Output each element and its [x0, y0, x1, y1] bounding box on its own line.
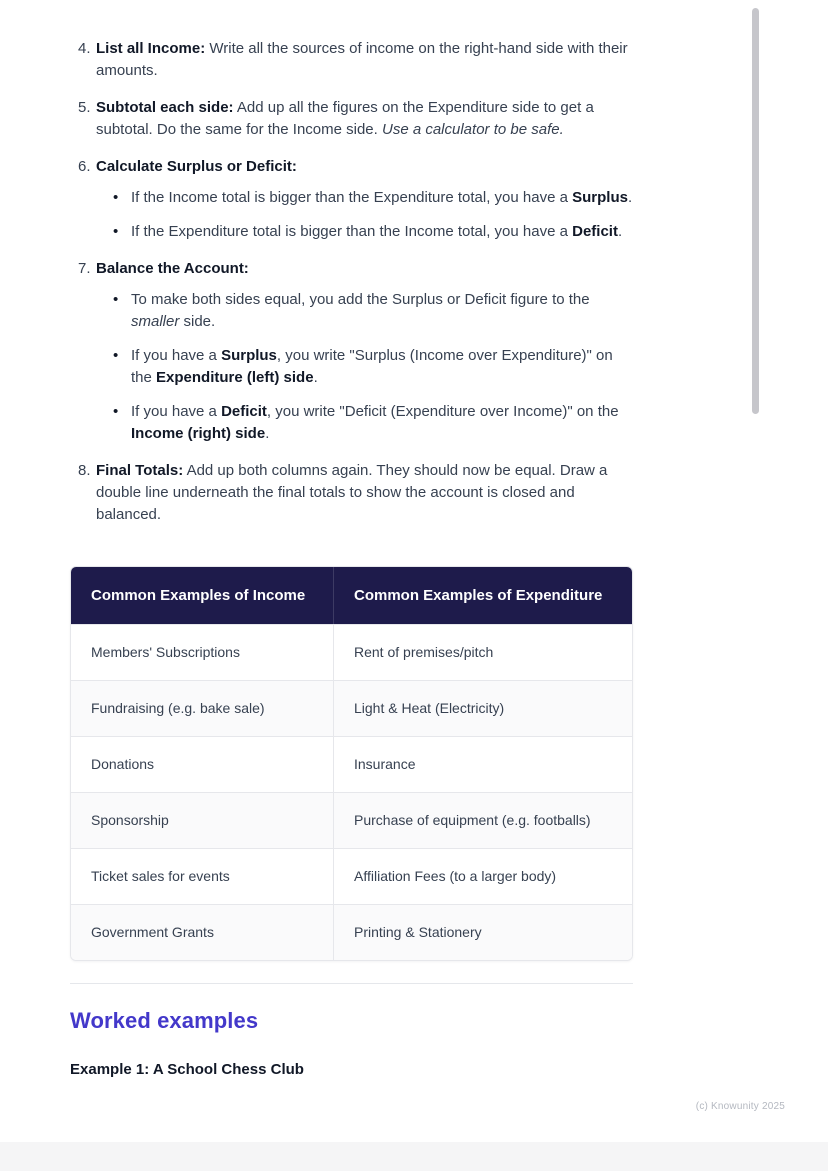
list-item-6 [70, 156, 633, 243]
sub-bullet-list [96, 187, 633, 243]
table-row [71, 848, 632, 904]
cell-income: Donations [91, 756, 155, 772]
bullet-item [96, 401, 633, 445]
bullet-item [96, 187, 633, 209]
sub-bullet-list [96, 289, 633, 445]
list-item-text: Calculate Surplus or Deficit: [96, 158, 297, 175]
list-item-5 [70, 97, 633, 141]
table-header-expenditure: Common Examples of Expenditure [333, 567, 632, 624]
list-item-7 [70, 258, 633, 445]
cell-income: Members' Subscriptions [91, 644, 240, 660]
cell-expenditure: Light & Heat (Electricity) [333, 681, 632, 736]
cell-expenditure: Rent of premises/pitch [333, 625, 632, 680]
table-header-income: Common Examples of Income [91, 587, 306, 604]
bullet-icon: • [113, 347, 119, 364]
bullet-icon: • [113, 403, 119, 420]
list-item-text: Final Totals: Add up both columns again. They should now be equal. Draw a double line underneath the final totals to show the account is closed and balanced. [96, 462, 608, 523]
table-row [71, 792, 632, 848]
bullet-icon: • [113, 189, 119, 206]
list-number: 5. [78, 99, 91, 116]
cell-income: Fundraising (e.g. bake sale) [91, 700, 265, 716]
table-row [71, 904, 632, 960]
table-row [71, 736, 632, 792]
table-row [71, 680, 632, 736]
table-header-row [71, 567, 632, 624]
watermark: (c) Knowunity 2025 [695, 1101, 785, 1112]
scrollbar-thumb[interactable] [752, 8, 759, 414]
list-item-text: Balance the Account: [96, 260, 249, 277]
worked-examples-heading: Worked examples [70, 1008, 259, 1033]
list-number: 6. [78, 158, 91, 175]
document-content [70, 38, 633, 1078]
page-bottom-margin [0, 1142, 828, 1171]
cell-expenditure: Affiliation Fees (to a larger body) [333, 849, 632, 904]
list-number: 8. [78, 462, 91, 479]
table-row [71, 624, 632, 680]
list-item-text: List all Income: Write all the sources of income on the right-hand side with their amounts. [96, 40, 628, 79]
section-divider [70, 983, 633, 984]
table-body [71, 624, 632, 960]
cell-income: Ticket sales for events [91, 868, 230, 884]
example-1-heading: Example 1: A School Chess Club [70, 1061, 304, 1078]
bullet-text: If you have a Deficit, you write "Deficit (Expenditure over Income)" on the Income (right) side. [131, 403, 619, 442]
list-number: 7. [78, 260, 91, 277]
list-item-8 [70, 460, 633, 526]
bullet-text: To make both sides equal, you add the Surplus or Deficit figure to the smaller side. [131, 291, 590, 330]
bullet-text: If you have a Surplus, you write "Surplus (Income over Expenditure)" on the Expenditure (left) side. [131, 347, 613, 386]
list-item-text: Subtotal each side: Add up all the figures on the Expenditure side to get a subtotal. Do the same for the Income side. Use a calculator to be safe. [96, 99, 594, 138]
bullet-text: If the Expenditure total is bigger than the Income total, you have a Deficit. [131, 223, 623, 240]
bullet-text: If the Income total is bigger than the Expenditure total, you have a Surplus. [131, 189, 633, 206]
income-expenditure-examples-table [70, 566, 633, 961]
bullet-item [96, 221, 633, 243]
cell-income: Government Grants [91, 924, 214, 940]
cell-expenditure: Purchase of equipment (e.g. footballs) [333, 793, 632, 848]
cell-income: Sponsorship [91, 812, 169, 828]
list-number: 4. [78, 40, 91, 57]
bullet-item [96, 345, 633, 389]
cell-expenditure: Printing & Stationery [333, 905, 632, 960]
bullet-item [96, 289, 633, 333]
cell-expenditure: Insurance [333, 737, 632, 792]
list-item-4 [70, 38, 633, 82]
bullet-icon: • [113, 291, 119, 308]
bullet-icon: • [113, 223, 119, 240]
